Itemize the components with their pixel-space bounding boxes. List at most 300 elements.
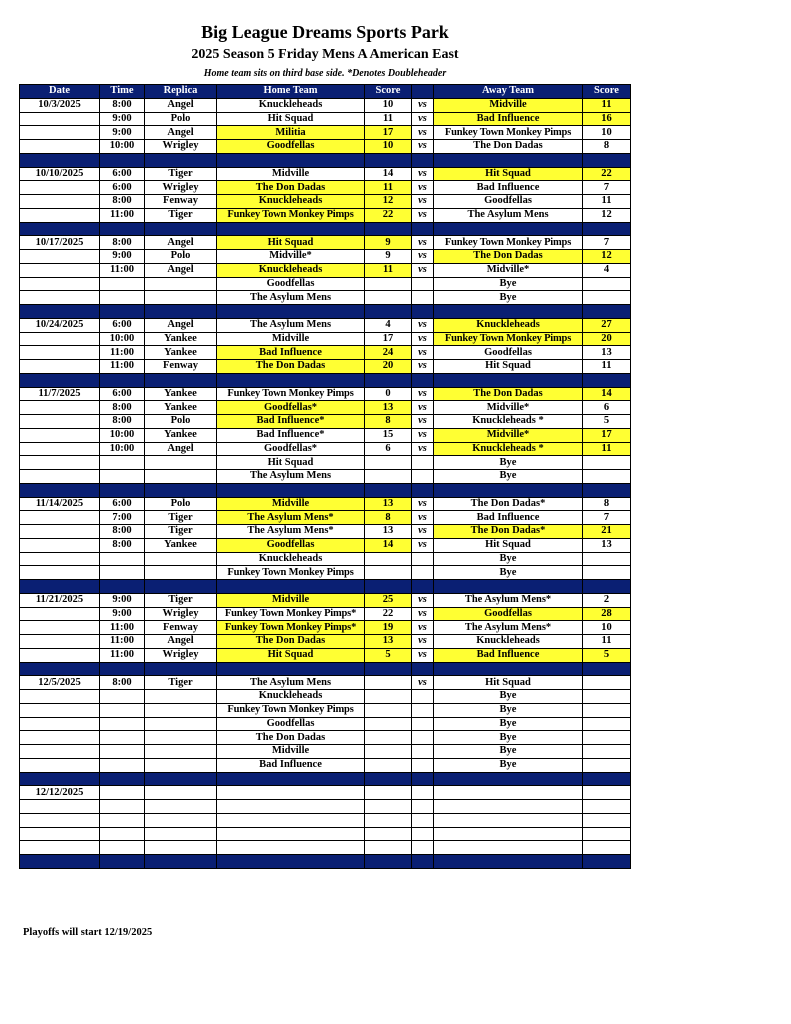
away-team: Bye [434,552,583,566]
away-team: Bye [434,456,583,470]
away-team: Bye [434,291,583,305]
game-replica: Yankee [145,538,217,552]
game-replica [145,470,217,484]
versus-label [412,456,434,470]
home-team: Goodfellas [217,538,365,552]
away-score [583,470,631,484]
table-row [20,387,631,401]
game-replica [145,800,217,814]
separator-cell [583,855,631,869]
home-team: Funkey Town Monkey Pimps* [217,607,365,621]
table-row [20,167,631,181]
away-score: 5 [583,415,631,429]
separator-cell [365,580,412,594]
versus-label [412,841,434,855]
col-header-away-score: Score [583,85,631,99]
separator-cell [100,580,145,594]
versus-label: vs [412,195,434,209]
versus-label: vs [412,332,434,346]
away-score: 20 [583,332,631,346]
away-team: The Don Dadas* [434,497,583,511]
game-replica: Tiger [145,511,217,525]
game-date [20,703,100,717]
away-score: 11 [583,195,631,209]
away-team: The Don Dadas [434,250,583,264]
game-time: 11:00 [100,635,145,649]
home-team: Hit Squad [217,456,365,470]
separator-cell [583,772,631,786]
game-time: 8:00 [100,236,145,250]
away-score: 28 [583,607,631,621]
home-score: 22 [365,208,412,222]
game-replica [145,841,217,855]
away-score [583,566,631,580]
separator-cell [365,772,412,786]
away-score: 8 [583,140,631,154]
game-date [20,717,100,731]
home-score [365,456,412,470]
game-time: 9:00 [100,250,145,264]
game-date [20,525,100,539]
home-score [365,745,412,759]
home-team: Funkey Town Monkey Pimps [217,387,365,401]
game-date [20,181,100,195]
table-row [20,250,631,264]
home-score: 5 [365,648,412,662]
game-replica: Polo [145,415,217,429]
home-team [217,800,365,814]
game-replica: Polo [145,112,217,126]
away-score: 2 [583,593,631,607]
game-replica: Tiger [145,593,217,607]
home-score: 0 [365,387,412,401]
versus-label: vs [412,181,434,195]
separator-cell [217,855,365,869]
table-header-row [20,85,631,99]
game-date: 11/14/2025 [20,497,100,511]
game-replica: Wrigley [145,181,217,195]
away-score: 22 [583,167,631,181]
home-score [365,786,412,800]
home-team [217,813,365,827]
week-separator [20,662,631,676]
game-replica: Polo [145,497,217,511]
versus-label: vs [412,360,434,374]
away-score: 11 [583,360,631,374]
week-separator [20,373,631,387]
table-row [20,607,631,621]
game-replica: Fenway [145,621,217,635]
away-score: 12 [583,250,631,264]
game-date [20,621,100,635]
home-score [365,841,412,855]
game-date [20,800,100,814]
home-team [217,841,365,855]
home-team: Bad Influence [217,758,365,772]
col-header-home-team: Home Team [217,85,365,99]
separator-cell [217,580,365,594]
versus-label [412,566,434,580]
home-team: Bad Influence* [217,415,365,429]
game-date: 12/5/2025 [20,676,100,690]
game-date [20,332,100,346]
away-team: Hit Squad [434,167,583,181]
home-score: 11 [365,112,412,126]
home-score: 13 [365,635,412,649]
col-header-time: Time [100,85,145,99]
separator-cell [100,483,145,497]
separator-cell [583,580,631,594]
home-score [365,676,412,690]
versus-label: vs [412,511,434,525]
home-team [217,827,365,841]
versus-label [412,703,434,717]
home-team: The Asylum Mens [217,470,365,484]
table-row [20,415,631,429]
away-team: Goodfellas [434,195,583,209]
away-team: The Don Dadas [434,140,583,154]
page-title: Big League Dreams Sports Park [201,22,449,42]
versus-label [412,745,434,759]
game-date [20,401,100,415]
away-team [434,786,583,800]
versus-label: vs [412,318,434,332]
game-replica [145,291,217,305]
versus-label: vs [412,112,434,126]
versus-label [412,827,434,841]
game-replica: Tiger [145,676,217,690]
home-team: Knuckleheads [217,195,365,209]
home-score: 10 [365,98,412,112]
away-score [583,731,631,745]
week-separator [20,153,631,167]
game-date [20,470,100,484]
game-date [20,841,100,855]
game-time: 6:00 [100,497,145,511]
away-score [583,291,631,305]
versus-label: vs [412,263,434,277]
home-team: Goodfellas* [217,401,365,415]
table-row [20,140,631,154]
home-score: 15 [365,428,412,442]
table-row [20,360,631,374]
table-row [20,552,631,566]
col-header-vs [412,85,434,99]
game-time: 10:00 [100,428,145,442]
versus-label: vs [412,250,434,264]
game-date [20,442,100,456]
away-team [434,841,583,855]
separator-cell [100,373,145,387]
game-time: 10:00 [100,140,145,154]
home-score [365,703,412,717]
game-replica: Yankee [145,428,217,442]
away-team: Midville* [434,263,583,277]
table-row [20,703,631,717]
separator-cell [583,373,631,387]
game-time [100,827,145,841]
versus-label: vs [412,167,434,181]
game-time [100,841,145,855]
game-date [20,208,100,222]
week-separator [20,483,631,497]
versus-label: vs [412,525,434,539]
game-date [20,415,100,429]
game-replica [145,703,217,717]
separator-cell [100,662,145,676]
separator-cell [145,483,217,497]
table-row [20,456,631,470]
table-row [20,593,631,607]
away-score: 4 [583,263,631,277]
game-time: 7:00 [100,511,145,525]
game-time: 8:00 [100,98,145,112]
game-date [20,690,100,704]
separator-cell [217,373,365,387]
table-row [20,332,631,346]
away-score [583,745,631,759]
away-score [583,813,631,827]
table-row [20,731,631,745]
game-time: 8:00 [100,195,145,209]
home-team: The Don Dadas [217,635,365,649]
home-score [365,470,412,484]
home-score: 6 [365,442,412,456]
separator-cell [583,222,631,236]
home-team: Hit Squad [217,648,365,662]
game-date [20,827,100,841]
game-time: 10:00 [100,332,145,346]
home-team: The Asylum Mens* [217,525,365,539]
game-date [20,607,100,621]
separator-cell [145,373,217,387]
schedule-table [19,84,631,869]
home-team: Knuckleheads [217,690,365,704]
table-row [20,236,631,250]
away-team: Midville* [434,401,583,415]
home-score: 17 [365,126,412,140]
home-team: The Asylum Mens [217,318,365,332]
game-date [20,648,100,662]
game-date [20,277,100,291]
table-row [20,98,631,112]
home-score: 13 [365,525,412,539]
versus-label: vs [412,126,434,140]
home-team [217,786,365,800]
home-team: Funkey Town Monkey Pimps [217,566,365,580]
away-team: Bye [434,277,583,291]
versus-label: vs [412,676,434,690]
versus-label: vs [412,593,434,607]
game-time: 8:00 [100,676,145,690]
game-replica: Angel [145,236,217,250]
home-score: 8 [365,511,412,525]
game-date [20,112,100,126]
away-score: 27 [583,318,631,332]
away-team: Bad Influence [434,511,583,525]
away-team: Bye [434,566,583,580]
game-replica: Fenway [145,195,217,209]
home-score: 22 [365,607,412,621]
game-time: 11:00 [100,208,145,222]
separator-cell [217,662,365,676]
game-date [20,731,100,745]
table-row [20,566,631,580]
game-date: 10/17/2025 [20,236,100,250]
away-score [583,676,631,690]
game-time [100,703,145,717]
home-score [365,758,412,772]
away-team: Hit Squad [434,538,583,552]
separator-cell [20,580,100,594]
separator-cell [434,662,583,676]
versus-label: vs [412,607,434,621]
home-score: 13 [365,497,412,511]
game-time: 10:00 [100,442,145,456]
away-score [583,456,631,470]
separator-cell [20,305,100,319]
away-score: 16 [583,112,631,126]
away-score [583,827,631,841]
home-score [365,291,412,305]
separator-cell [365,153,412,167]
game-date: 11/21/2025 [20,593,100,607]
game-time: 9:00 [100,593,145,607]
schedule-body [20,98,631,868]
game-date [20,250,100,264]
game-replica [145,786,217,800]
versus-label [412,291,434,305]
game-replica: Tiger [145,208,217,222]
separator-cell [217,483,365,497]
home-team: Knuckleheads [217,98,365,112]
away-score: 12 [583,208,631,222]
col-header-replica: Replica [145,85,217,99]
game-time [100,717,145,731]
game-replica [145,277,217,291]
game-replica: Wrigley [145,648,217,662]
game-time [100,731,145,745]
home-score [365,690,412,704]
game-replica [145,745,217,759]
game-replica: Yankee [145,401,217,415]
home-team: The Asylum Mens [217,676,365,690]
home-team: Midville* [217,250,365,264]
home-team: Bad Influence [217,346,365,360]
separator-cell [434,580,583,594]
game-time: 11:00 [100,346,145,360]
away-team: Hit Squad [434,676,583,690]
away-team: Bye [434,745,583,759]
game-date [20,538,100,552]
away-team: Funkey Town Monkey Pimps [434,126,583,140]
separator-cell [100,305,145,319]
home-team: The Don Dadas [217,181,365,195]
away-team: Midville [434,98,583,112]
away-team: Bye [434,758,583,772]
home-team: Goodfellas [217,277,365,291]
game-time: 11:00 [100,648,145,662]
table-row [20,428,631,442]
away-team: Knuckleheads * [434,442,583,456]
separator-cell [412,153,434,167]
separator-cell [434,483,583,497]
away-team: Goodfellas [434,346,583,360]
separator-cell [412,483,434,497]
away-score [583,277,631,291]
home-score: 14 [365,167,412,181]
home-team: Midville [217,167,365,181]
away-score [583,717,631,731]
separator-cell [217,153,365,167]
away-team: Funkey Town Monkey Pimps [434,332,583,346]
game-replica: Tiger [145,167,217,181]
home-score: 20 [365,360,412,374]
game-time [100,813,145,827]
versus-label [412,786,434,800]
separator-cell [365,855,412,869]
table-row [20,717,631,731]
table-row [20,841,631,855]
table-row [20,291,631,305]
game-replica [145,717,217,731]
home-team: Goodfellas [217,140,365,154]
game-date [20,360,100,374]
table-row [20,827,631,841]
game-date [20,263,100,277]
table-row [20,511,631,525]
away-score: 7 [583,511,631,525]
game-date [20,346,100,360]
separator-cell [434,772,583,786]
versus-label [412,813,434,827]
game-time [100,566,145,580]
away-team [434,800,583,814]
home-score [365,717,412,731]
home-team: Midville [217,332,365,346]
table-row [20,621,631,635]
separator-cell [412,772,434,786]
table-row [20,318,631,332]
separator-cell [20,772,100,786]
game-date [20,126,100,140]
versus-label [412,758,434,772]
away-team: The Asylum Mens* [434,593,583,607]
away-score [583,841,631,855]
home-team: The Asylum Mens* [217,511,365,525]
away-score: 17 [583,428,631,442]
table-row [20,208,631,222]
home-score [365,552,412,566]
away-score [583,800,631,814]
week-separator [20,222,631,236]
table-row [20,676,631,690]
versus-label: vs [412,208,434,222]
home-team: The Don Dadas [217,360,365,374]
game-date [20,291,100,305]
versus-label [412,470,434,484]
separator-cell [434,222,583,236]
versus-label: vs [412,236,434,250]
versus-label [412,717,434,731]
separator-cell [412,580,434,594]
game-time: 11:00 [100,621,145,635]
versus-label: vs [412,538,434,552]
home-score [365,731,412,745]
away-team: Bye [434,470,583,484]
game-time: 8:00 [100,525,145,539]
separator-cell [365,305,412,319]
